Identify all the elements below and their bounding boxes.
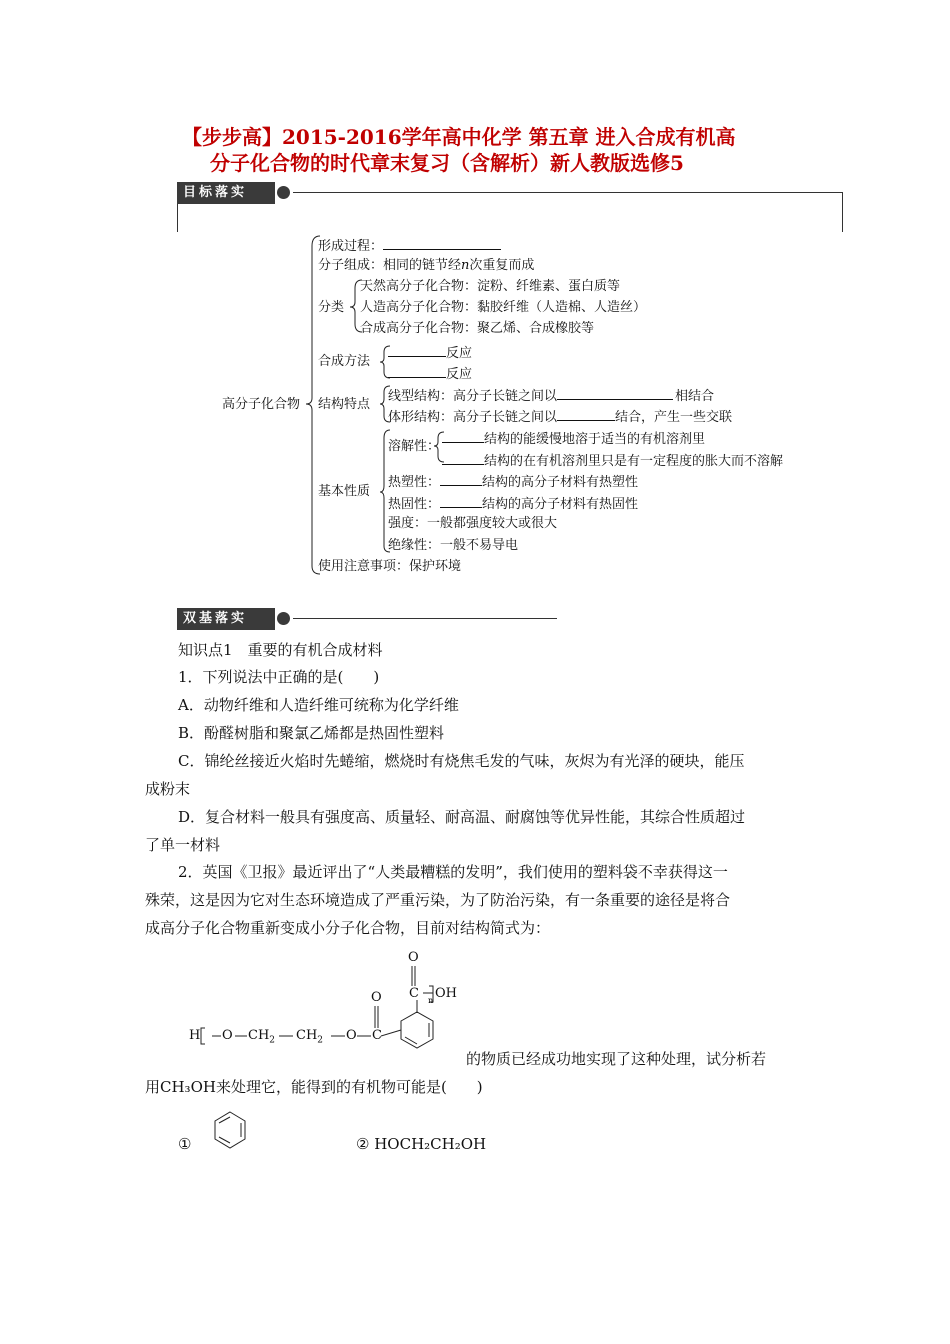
- map-thermoplastic: [388, 472, 638, 491]
- map-insulation: 绝缘性：一般不易导电: [388, 538, 519, 553]
- map-synthesis-2: [388, 364, 472, 383]
- formula-ch2-a-sub: 2: [269, 1035, 276, 1046]
- page-title-line2: 分子化合物的时代章末复习（含解析）新人教版选修5: [210, 151, 684, 175]
- formula-o1: O: [222, 1028, 233, 1043]
- map-body-tail: 结合，产生一些交联: [615, 410, 733, 425]
- blank-thermoset: [440, 494, 482, 508]
- map-strength: 强度：一般都强度较大或很大: [388, 516, 558, 531]
- map-properties: 基本性质: [318, 484, 371, 499]
- blank-linear: [557, 386, 673, 400]
- map-class-artificial: 人造高分子化合物：黏胶纤维（人造棉、人造丝）: [360, 300, 647, 315]
- map-composition-label: 分子组成：相同的链节经: [318, 258, 462, 273]
- formula-o-carbonyl2: O: [408, 950, 419, 965]
- formula-ch2-a: [248, 1028, 275, 1046]
- map-synthesis: 合成方法: [318, 354, 371, 369]
- map-linear: [388, 386, 714, 405]
- polymer-formula-bonds: [185, 950, 475, 1060]
- q2-line5: 用CH₃OH来处理它，能得到的有机物可能是( ): [145, 1078, 483, 1096]
- q1-option-d-line2: 了单一材料: [145, 836, 221, 854]
- q1-option-b: B．酚醛树脂和聚氯乙烯都是热固性塑料: [178, 724, 445, 742]
- map-formation-label: 形成过程：: [318, 239, 384, 254]
- formula-ch2-b-sub: 2: [317, 1035, 324, 1046]
- formula-ch2-a-text: CH: [248, 1028, 270, 1043]
- formula-n: n: [428, 996, 434, 1005]
- map-root: 高分子化合物: [222, 397, 301, 412]
- map-body-label: 体形结构：高分子长链之间以: [388, 410, 558, 425]
- q1-option-d-line1: D．复合材料一般具有强度高、质量轻、耐高温、耐腐蚀等优异性能，其综合性质超过: [178, 808, 746, 826]
- map-sol-2-text: 结构的在有机溶剂里只是有一定程度的胀大而不溶解: [484, 454, 784, 469]
- basics-rule: [293, 618, 557, 619]
- blank-body: [557, 407, 615, 421]
- polymer-formula: [185, 950, 475, 1060]
- page-title-line1: 【步步高】2015-2016学年高中化学 第五章 进入合成有机高: [182, 125, 736, 149]
- q1-option-a: A．动物纤维和人造纤维可统称为化学纤维: [178, 696, 459, 714]
- map-class-natural: 天然高分子化合物：淀粉、纤维素、蛋白质等: [360, 279, 621, 294]
- blank-synthesis-1: [388, 343, 446, 357]
- q2-line4: 的物质已经成功地实现了这种处理，试分析若: [466, 1050, 767, 1068]
- blank-sol-1: [442, 429, 484, 443]
- q2-option-2: ② HOCH₂CH₂OH: [356, 1135, 487, 1153]
- q2-line1: 2．英国《卫报》最近评出了“人类最糟糕的发明”，我们使用的塑料袋不幸获得这一: [178, 863, 728, 881]
- map-thermoplastic-label: 热塑性：: [388, 475, 441, 490]
- map-thermoset-label: 热固性：: [388, 497, 441, 512]
- map-usage: 使用注意事项：保护环境: [318, 559, 462, 574]
- map-classification: 分类: [318, 300, 345, 315]
- map-thermoset-tail: 结构的高分子材料有热固性: [482, 497, 639, 512]
- basics-badge-dot: [277, 612, 290, 625]
- map-reaction-1: 反应: [446, 346, 473, 361]
- map-composition-tail: 次重复而成: [469, 258, 535, 273]
- basics-section: [177, 608, 557, 632]
- formula-oh: OH: [435, 986, 457, 1001]
- map-linear-label: 线型结构：高分子长链之间以: [388, 389, 558, 404]
- kp1-heading: 知识点1 重要的有机合成材料: [178, 641, 383, 659]
- basics-badge-label: 双基落实: [183, 611, 248, 626]
- basics-badge: [177, 608, 275, 630]
- blank-sol-2: [442, 451, 484, 465]
- map-sol-1-text: 结构的能缓慢地溶于适当的有机溶剂里: [484, 432, 706, 447]
- map-sol-2: [442, 451, 783, 470]
- map-class-synthetic: 合成高分子化合物：聚乙烯、合成橡胶等: [360, 321, 595, 336]
- map-linear-tail: 相结合: [675, 389, 715, 404]
- blank-synthesis-2: [388, 364, 446, 378]
- q2-option-1-label: ①: [178, 1135, 192, 1153]
- formula-ch2-b: [296, 1028, 323, 1046]
- map-composition-n: n: [461, 258, 470, 273]
- q1: 1．下列说法中正确的是( ): [178, 668, 380, 686]
- formula-c1: C: [372, 1028, 382, 1043]
- benzene-ring-icon: [212, 1110, 248, 1150]
- q2-line3: 成高分子化合物重新变成小分子化合物，目前对结构简式为：: [145, 919, 551, 937]
- map-solubility: 溶解性：: [388, 439, 441, 454]
- formula-o2: O: [346, 1028, 357, 1043]
- map-formation: [318, 236, 501, 255]
- concept-map: [0, 0, 950, 600]
- formula-h: H: [189, 1028, 201, 1043]
- map-reaction-2: 反应: [446, 367, 473, 382]
- goal-badge-label: 目标落实: [183, 185, 248, 200]
- map-thermoplastic-tail: 结构的高分子材料有热塑性: [482, 475, 639, 490]
- q1-option-c-line1: C．锦纶丝接近火焰时先蜷缩，燃烧时有烧焦毛发的气味，灰烬为有光泽的硬块，能压: [178, 752, 745, 770]
- formula-o-carbonyl1: O: [371, 990, 382, 1005]
- formula-c2: C: [409, 986, 419, 1001]
- map-synthesis-1: [388, 343, 472, 362]
- map-structure: 结构特点: [318, 397, 371, 412]
- q2-line2: 殊荣，这是因为它对生态环境造成了严重污染，为了防治污染，有一条重要的途径是将合: [145, 891, 731, 909]
- map-thermoset: [388, 494, 638, 513]
- map-sol-1: [442, 429, 705, 448]
- map-body: [388, 407, 732, 426]
- formula-ch2-b-text: CH: [296, 1028, 318, 1043]
- map-composition: [318, 258, 534, 274]
- q1-option-c-line2: 成粉末: [145, 780, 191, 798]
- blank-formation: [383, 236, 501, 250]
- blank-thermoplastic: [440, 472, 482, 486]
